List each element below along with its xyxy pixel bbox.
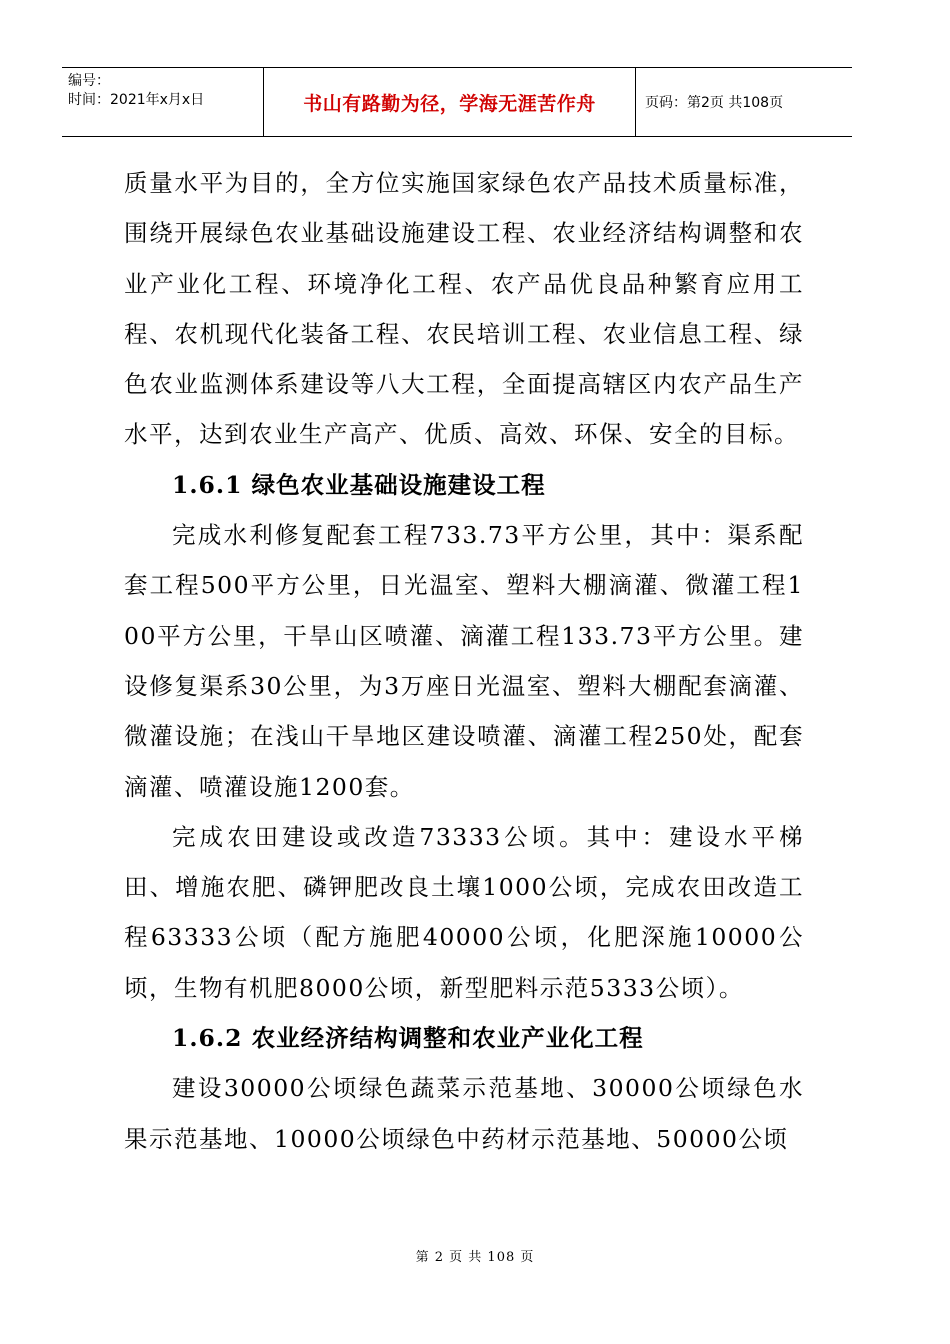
paragraph-3: 完成农田建设或改造73333公顷。其中：建设水平梯田、增施农肥、磷钾肥改良土壤1000公顷，完成农田改造工程63333公顷（配方施肥40000公顷，化肥深施10000公顷，生物有机肥8000公顷，新型肥料示范5333公顷）。 (124, 822, 804, 1002)
number-label: 编号： (68, 73, 110, 89)
paragraph-4: 建设30000公顷绿色蔬菜示范基地、30000公顷绿色水果示范基地、10000公顷绿色中药材示范基地、50000公顷 (124, 1074, 804, 1153)
page-footer: 第 2 页 共 108 页 (415, 1250, 535, 1265)
header-meta (62, 68, 263, 136)
paragraph-2: 完成水利修复配套工程733.73平方公里，其中：渠系配套工程500平方公里，日光温室、塑料大棚滴灌、微灌工程100平方公里，干旱山区喷灌、滴灌工程133.73平方公里。建设修复渠系30公里，为3万座日光温室、塑料大棚配套滴灌、微灌设施；在浅山干旱地区建设喷灌、滴灌工程250处，配套滴灌、喷灌设施1200套。 (124, 521, 804, 801)
page-header (62, 67, 852, 137)
section-heading-1-6-1: 1.6.1 绿色农业基础设施建设工程 (172, 470, 546, 499)
header-page-info: 页码：第2页 共108页 (645, 95, 784, 111)
document-body (124, 158, 804, 1164)
section-heading-1-6-2: 1.6.2 农业经济结构调整和农业产业化工程 (172, 1024, 644, 1053)
time-label: 时间：2021年x月x日 (68, 92, 205, 108)
header-motto: 书山有路勤为径，学海无涯苦作舟 (263, 68, 636, 136)
paragraph-1: 质量水平为目的，全方位实施国家绿色农产品技术质量标准，围绕开展绿色农业基础设施建设工程、农业经济结构调整和农业产业化工程、环境净化工程、农产品优良品种繁育应用工程、农机现代化装备工程、农民培训工程、农业信息工程、绿色农业监测体系建设等八大工程，全面提高辖区内农产品生产水平，达到农业生产高产、优质、高效、环保、安全的目标。 (124, 169, 804, 449)
